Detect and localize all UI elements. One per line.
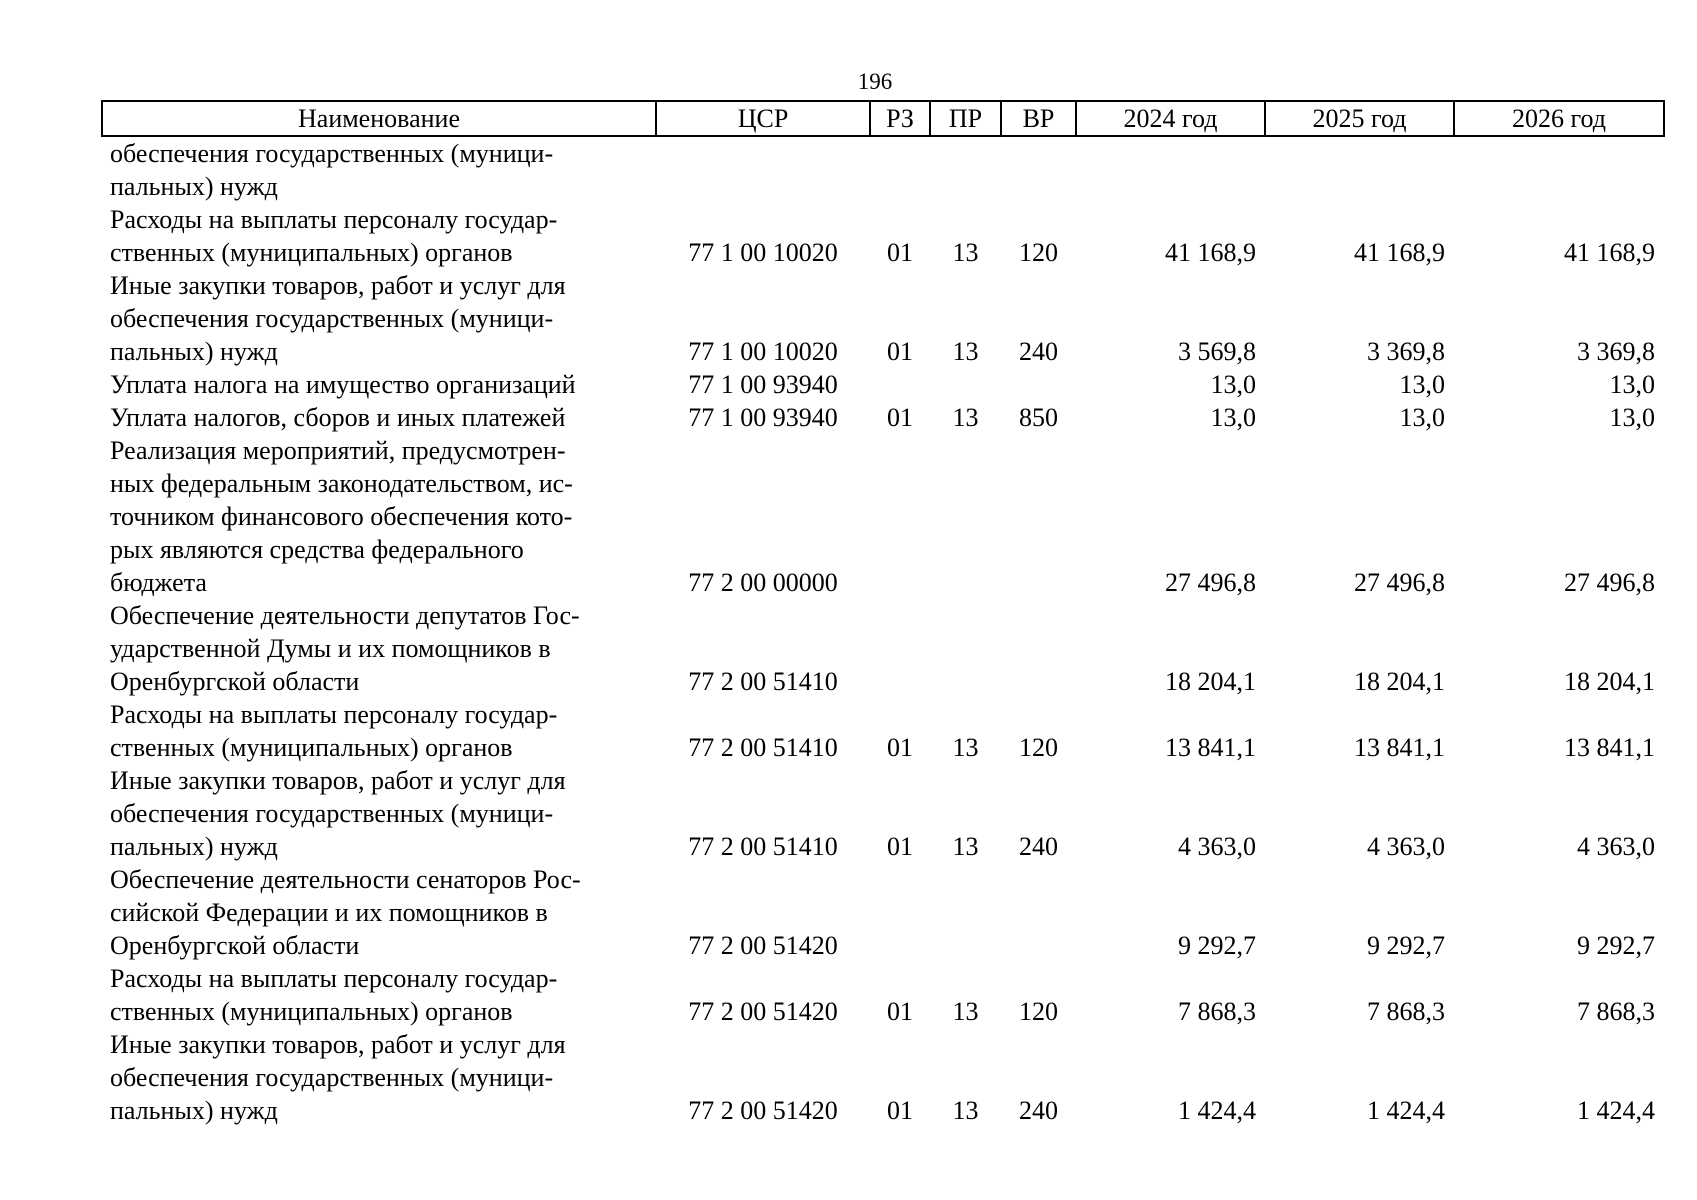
row-csr: 77 2 00 00000 <box>688 568 838 597</box>
row-rz: 01 <box>887 238 913 267</box>
row-amount-2025: 13,0 <box>1399 403 1445 432</box>
row-rz: 01 <box>887 997 913 1026</box>
row-amount-2024: 3 569,8 <box>1178 337 1256 366</box>
row-csr <box>656 136 870 203</box>
table-row <box>102 269 1664 368</box>
row-amount-2026: 7 868,3 <box>1577 997 1655 1026</box>
header-year-2024: 2024 год <box>1076 101 1265 136</box>
row-name: Уплата налогов, сборов и иных платежей <box>110 403 566 432</box>
row-amount-2024: 7 868,3 <box>1178 997 1256 1026</box>
row-amount-2025: 1 424,4 <box>1367 1096 1445 1125</box>
row-name: Обеспечение деятельности депутатов Гос- ударственной Думы и их помощников в Оренбургской области <box>110 601 580 696</box>
row-vr: 240 <box>1019 1096 1058 1125</box>
row-rz: 01 <box>887 1096 913 1125</box>
table-row <box>102 136 1664 203</box>
row-name: Иные закупки товаров, работ и услуг для обеспечения государственных (муници- пальных) нужд <box>110 1030 566 1125</box>
row-csr: 77 2 00 51420 <box>688 931 838 960</box>
header-row <box>102 101 1664 136</box>
row-pr: 13 <box>952 403 979 432</box>
row-amount-2024: 13,0 <box>1210 403 1256 432</box>
row-amount-2024: 1 424,4 <box>1178 1096 1256 1125</box>
row-pr: 13 <box>952 238 979 267</box>
row-amount-2025 <box>1265 136 1454 203</box>
row-amount-2025: 13 841,1 <box>1354 733 1445 762</box>
row-amount-2026: 41 168,9 <box>1564 238 1655 267</box>
row-csr: 77 1 00 93940 <box>688 370 838 399</box>
row-amount-2026: 13,0 <box>1609 403 1655 432</box>
row-amount-2026: 13,0 <box>1609 370 1655 399</box>
row-name: Уплата налога на имущество организаций <box>110 370 576 399</box>
header-rz: РЗ <box>870 101 930 136</box>
row-csr: 77 2 00 51410 <box>688 832 838 861</box>
row-name: обеспечения государственных (муници- пальных) нужд <box>110 139 554 201</box>
row-pr <box>930 136 1001 203</box>
table-row <box>102 698 1664 764</box>
budget-table <box>101 100 1665 1127</box>
row-amount-2026: 1 424,4 <box>1577 1096 1655 1125</box>
row-name: Иные закупки товаров, работ и услуг для обеспечения государственных (муници- пальных) нужд <box>110 271 566 366</box>
row-amount-2024: 41 168,9 <box>1165 238 1256 267</box>
header-pr: ПР <box>930 101 1001 136</box>
table-row <box>102 434 1664 599</box>
row-pr <box>930 368 1001 401</box>
row-amount-2024: 13 841,1 <box>1165 733 1256 762</box>
row-rz: 01 <box>887 733 913 762</box>
row-vr <box>1001 368 1076 401</box>
row-amount-2024: 4 363,0 <box>1178 832 1256 861</box>
row-vr: 850 <box>1019 403 1058 432</box>
row-amount-2024: 18 204,1 <box>1165 667 1256 696</box>
table-row <box>102 599 1664 698</box>
row-vr <box>1001 863 1076 962</box>
row-amount-2026: 18 204,1 <box>1564 667 1655 696</box>
page-number: 196 <box>857 69 893 94</box>
row-vr: 240 <box>1019 832 1058 861</box>
table-row <box>102 1028 1664 1127</box>
row-amount-2026 <box>1454 136 1664 203</box>
row-amount-2025: 9 292,7 <box>1367 931 1445 960</box>
row-amount-2025: 41 168,9 <box>1354 238 1445 267</box>
row-pr: 13 <box>952 997 979 1026</box>
row-pr: 13 <box>952 832 979 861</box>
row-pr <box>930 434 1001 599</box>
row-name: Расходы на выплаты персоналу государ- ственных (муниципальных) органов <box>110 205 558 267</box>
row-amount-2025: 18 204,1 <box>1354 667 1445 696</box>
row-amount-2024: 9 292,7 <box>1178 931 1256 960</box>
row-csr: 77 2 00 51410 <box>688 667 838 696</box>
table-row <box>102 401 1664 434</box>
row-csr: 77 1 00 10020 <box>688 337 838 366</box>
row-vr: 240 <box>1019 337 1058 366</box>
header-vr: ВР <box>1001 101 1076 136</box>
table-row <box>102 962 1664 1028</box>
row-rz <box>870 434 930 599</box>
row-pr <box>930 599 1001 698</box>
row-rz: 01 <box>887 403 913 432</box>
table-row <box>102 368 1664 401</box>
row-pr <box>930 863 1001 962</box>
row-pr: 13 <box>952 1096 979 1125</box>
row-pr: 13 <box>952 337 979 366</box>
table-row <box>102 764 1664 863</box>
row-amount-2024: 27 496,8 <box>1165 568 1256 597</box>
row-csr: 77 2 00 51420 <box>688 1096 838 1125</box>
row-vr <box>1001 136 1076 203</box>
row-rz: 01 <box>887 337 913 366</box>
row-vr: 120 <box>1019 733 1058 762</box>
row-amount-2025: 27 496,8 <box>1354 568 1445 597</box>
row-csr: 77 1 00 93940 <box>688 403 838 432</box>
row-amount-2024: 13,0 <box>1210 370 1256 399</box>
row-vr: 120 <box>1019 238 1058 267</box>
row-name: Обеспечение деятельности сенаторов Рос- сийской Федерации и их помощников в Оренбургской области <box>110 865 581 960</box>
row-rz <box>870 136 930 203</box>
row-vr: 120 <box>1019 997 1058 1026</box>
table-body <box>102 136 1664 1127</box>
row-csr: 77 2 00 51410 <box>688 733 838 762</box>
row-rz <box>870 599 930 698</box>
row-vr <box>1001 434 1076 599</box>
row-pr: 13 <box>952 733 979 762</box>
table-header <box>102 101 1664 136</box>
row-amount-2024 <box>1076 136 1265 203</box>
table-row <box>102 863 1664 962</box>
row-rz: 01 <box>887 832 913 861</box>
header-year-2025: 2025 год <box>1265 101 1454 136</box>
row-name: Реализация мероприятий, предусмотрен- ных федеральным законодательством, ис- точником финансового обеспечения кото- рых являются средства федерального бюджета <box>110 436 573 597</box>
row-amount-2026: 27 496,8 <box>1564 568 1655 597</box>
table-row <box>102 203 1664 269</box>
row-vr <box>1001 599 1076 698</box>
row-amount-2026: 3 369,8 <box>1577 337 1655 366</box>
row-name: Иные закупки товаров, работ и услуг для обеспечения государственных (муници- пальных) нужд <box>110 766 566 861</box>
row-amount-2025: 4 363,0 <box>1367 832 1445 861</box>
row-rz <box>870 863 930 962</box>
header-csr: ЦСР <box>656 101 870 136</box>
header-name: Наименование <box>102 101 656 136</box>
row-amount-2026: 13 841,1 <box>1564 733 1655 762</box>
row-amount-2025: 3 369,8 <box>1367 337 1445 366</box>
row-amount-2026: 4 363,0 <box>1577 832 1655 861</box>
row-name: Расходы на выплаты персоналу государ- ственных (муниципальных) органов <box>110 964 558 1026</box>
row-amount-2025: 7 868,3 <box>1367 997 1445 1026</box>
header-year-2026: 2026 год <box>1454 101 1664 136</box>
row-amount-2025: 13,0 <box>1399 370 1445 399</box>
row-csr: 77 1 00 10020 <box>688 238 838 267</box>
row-amount-2026: 9 292,7 <box>1577 931 1655 960</box>
row-rz <box>870 368 930 401</box>
row-name: Расходы на выплаты персоналу государ- ственных (муниципальных) органов <box>110 700 558 762</box>
row-csr: 77 2 00 51420 <box>688 997 838 1026</box>
